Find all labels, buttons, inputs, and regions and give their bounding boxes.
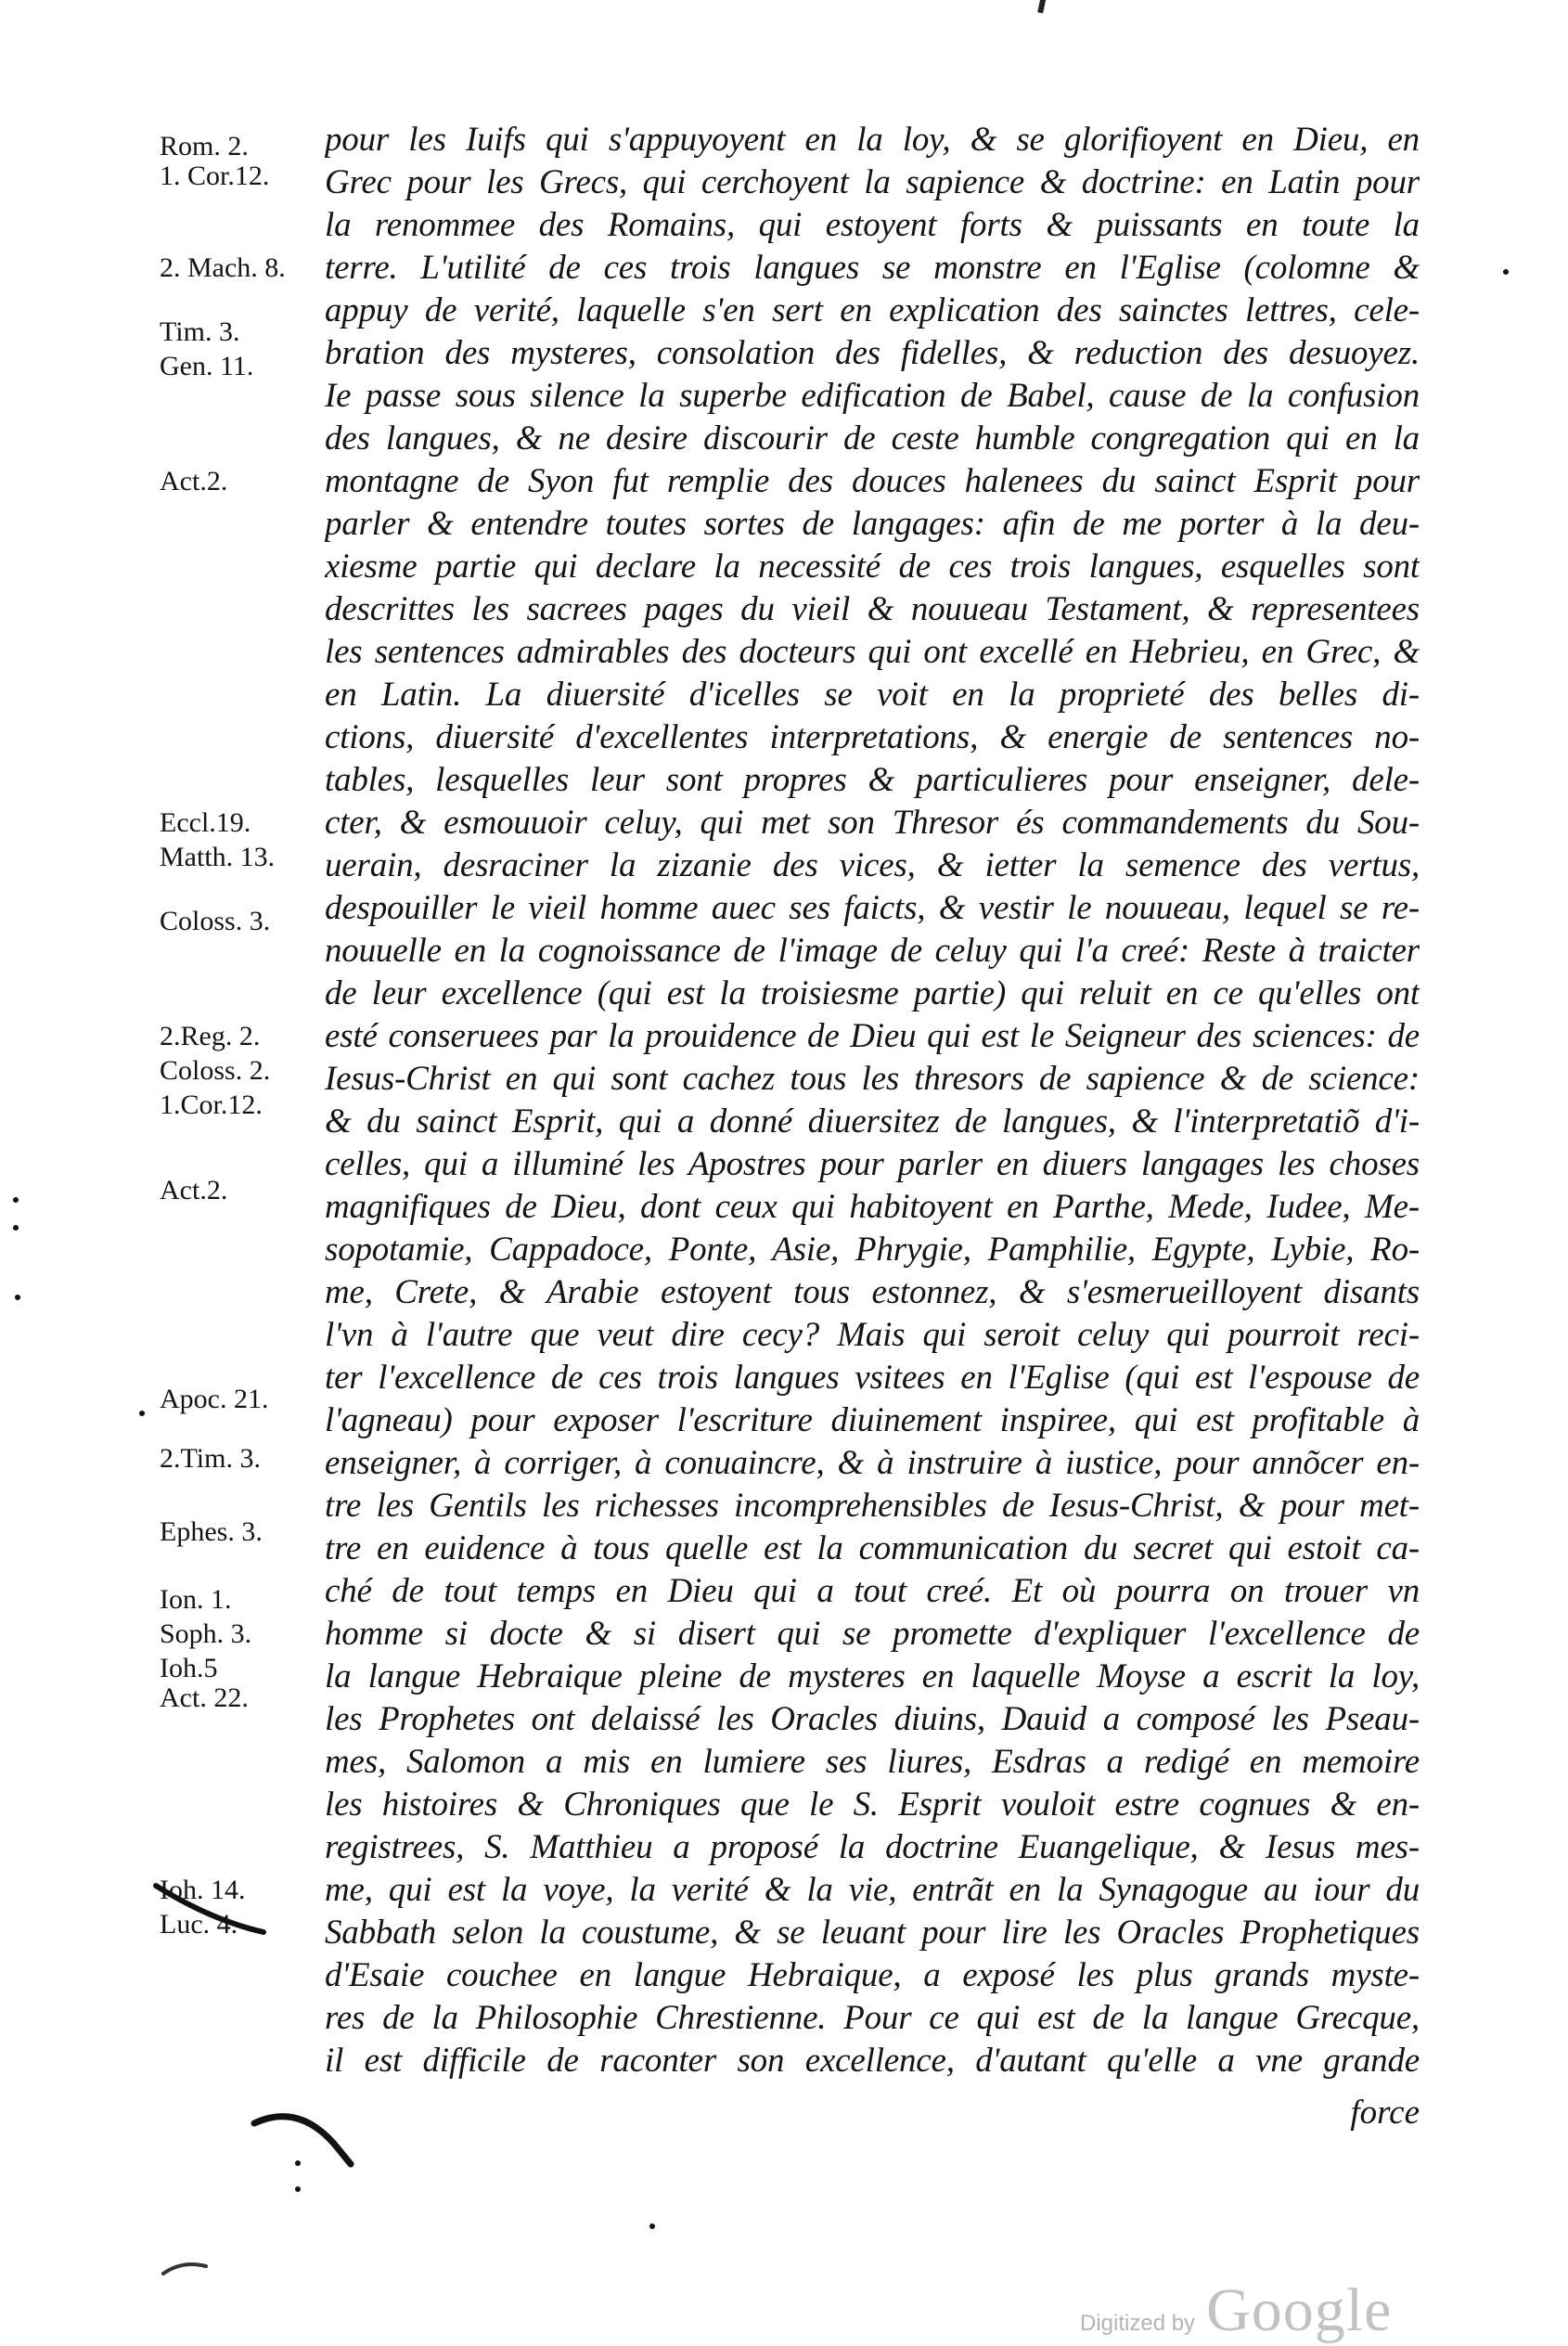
- text-line: enseigner, à corriger, à conuaincre, & à instruire à iustice, pour annõcer en-: [325, 1444, 1420, 1482]
- ink-spot: [1503, 269, 1509, 275]
- text-line: uerain, desraciner la zizanie des vices, & ietter la semence des vertus,: [325, 846, 1420, 884]
- text-line: despouiller le vieil homme auec ses faicts, & vestir le nouueau, lequel se re-: [325, 889, 1420, 927]
- margin-note: 1. Cor.12.: [160, 161, 270, 192]
- text-line: nouuelle en la cognoissance de l'image de celuy qui l'a creé: Reste à traicter: [325, 932, 1420, 970]
- text-line: sopotamie, Cappadoce, Ponte, Asie, Phrygie, Pamphilie, Egypte, Lybie, Ro-: [325, 1231, 1420, 1269]
- text-line: esté conseruees par la prouidence de Dieu qui est le Seigneur des sciences: de: [325, 1017, 1420, 1055]
- text-line: me, qui est la voye, la verité & la vie, entrãt en la Synagogue au iour du: [325, 1871, 1420, 1909]
- margin-note: Tim. 3.: [160, 316, 240, 347]
- text-line: Grec pour les Grecs, qui cerchoyent la sapience & doctrine: en Latin pour: [325, 163, 1420, 201]
- margin-note: Ioh.5: [160, 1652, 218, 1683]
- text-line: terre. L'utilité de ces trois langues se monstre en l'Eglise (colomne &: [325, 249, 1420, 287]
- text-line: appuy de verité, laquelle s'en sert en explication des sainctes lettres, cele-: [325, 291, 1420, 329]
- ink-spot: [13, 1197, 19, 1203]
- margin-note: Rom. 2.: [160, 130, 249, 161]
- text-line: celles, qui a illuminé les Apostres pour parler en diuers langages les choses: [325, 1145, 1420, 1183]
- ink-spot: [295, 2160, 301, 2166]
- text-line: cter, & esmouuoir celuy, qui met son Thresor és commandements du Sou-: [325, 804, 1420, 842]
- ink-spot: [649, 2224, 655, 2229]
- ink-spot: [13, 1225, 19, 1231]
- text-line: des langues, & ne desire discourir de ceste humble congregation qui en la: [325, 419, 1420, 458]
- text-line: en Latin. La diuersité d'icelles se voit en la proprieté des belles di-: [325, 676, 1420, 714]
- text-line: l'vn à l'autre que veut dire cecy? Mais qui seroit celuy qui pourroit reci-: [325, 1316, 1420, 1354]
- margin-note: Act. 22.: [160, 1682, 249, 1713]
- text-line: homme si docte & si disert qui se promette d'expliquer l'excellence de: [325, 1615, 1420, 1653]
- margin-note: 1.Cor.12.: [160, 1089, 263, 1120]
- margin-note: Apoc. 21.: [160, 1384, 269, 1414]
- text-line: Ie passe sous silence la superbe edification de Babel, cause de la confusion: [325, 377, 1420, 415]
- text-line: registrees, S. Matthieu a proposé la doctrine Euangelique, & Iesus mes-: [325, 1828, 1420, 1866]
- ink-spot: [139, 1411, 145, 1416]
- text-line: Iesus-Christ en qui sont cachez tous les thresors de sapience & de science:: [325, 1060, 1420, 1098]
- margin-note: Act.2.: [160, 1174, 228, 1205]
- text-line: tables, lesquelles leur sont propres & particulieres pour enseigner, dele-: [325, 761, 1420, 799]
- text-line: de leur excellence (qui est la troisiesme partie) qui reluit en ce qu'elles ont: [325, 974, 1420, 1012]
- ink-spot: [15, 1295, 20, 1300]
- text-line: ctions, diuersité d'excellentes interpretations, & energie de sentences no-: [325, 718, 1420, 756]
- margin-note: Ion. 1.: [160, 1584, 232, 1616]
- text-line: tre les Gentils les richesses incomprehensibles de Iesus-Christ, & pour met-: [325, 1487, 1420, 1525]
- margin-note: 2. Mach. 8.: [160, 252, 286, 283]
- ink-flourish: [251, 2107, 362, 2172]
- margin-note: 2.Reg. 2.: [160, 1021, 261, 1051]
- text-line: pour les Iuifs qui s'appuyoyent en la loy, & se glorifioyent en Dieu, en: [325, 121, 1420, 159]
- margin-note: Eccl.19.: [160, 807, 251, 838]
- digitized-by-label: Digitized by: [1080, 2311, 1196, 2336]
- text-line: & du sainct Esprit, qui a donné diuersitez de langues, & l'interpretatiõ d'i-: [325, 1102, 1420, 1141]
- margin-note: Luc. 4.: [160, 1908, 238, 1940]
- catchword: force: [1350, 2094, 1420, 2132]
- margin-note: Coloss. 3.: [160, 905, 271, 936]
- google-logo: Google: [1206, 2276, 1393, 2344]
- text-line: descrittes les sacrees pages du vieil & nouueau Testament, & representees: [325, 590, 1420, 628]
- text-line: bration des mysteres, consolation des fidelles, & reduction des desuoyez.: [325, 334, 1420, 372]
- text-line: xiesme partie qui declare la necessité de ces trois langues, esquelles sont: [325, 548, 1420, 586]
- text-line: la renommee des Romains, qui estoyent forts & puissants en toute la: [325, 206, 1420, 244]
- text-line: les histoires & Chroniques que le S. Esprit vouloit estre cognues & en-: [325, 1785, 1420, 1824]
- text-line: montagne de Syon fut remplie des douces halenees du sainct Esprit pour: [325, 462, 1420, 500]
- text-line: parler & entendre toutes sortes de langages: afin de me porter à la deu-: [325, 505, 1420, 543]
- text-line: me, Crete, & Arabie estoyent tous estonnez, & s'esmerueilloyent disants: [325, 1273, 1420, 1311]
- margin-note: Gen. 11.: [160, 350, 254, 381]
- margin-note: Soph. 3.: [160, 1618, 252, 1649]
- text-line: les sentences admirables des docteurs qui ont excellé en Hebrieu, en Grec, &: [325, 633, 1420, 671]
- margin-note: Coloss. 2.: [160, 1054, 271, 1086]
- margin-note: Act.2.: [160, 466, 228, 496]
- margin-note: Ioh. 14.: [160, 1875, 246, 1905]
- top-edge-mark: [1037, 0, 1047, 13]
- ink-spot: [295, 2186, 301, 2192]
- margin-note: 2.Tim. 3.: [160, 1443, 261, 1475]
- text-line: res de la Philosophie Chrestienne. Pour ce qui est de la langue Grecque,: [325, 1999, 1420, 2037]
- text-line: il est difficile de raconter son excellence, d'autant qu'elle a vne grande: [325, 2042, 1420, 2080]
- text-line: mes, Salomon a mis en lumiere ses liures, Esdras a redigé en memoire: [325, 1743, 1420, 1781]
- margin-note: Matth. 13.: [160, 841, 276, 872]
- text-line: tre en euidence à tous quelle est la communication du secret qui estoit ca-: [325, 1529, 1420, 1567]
- text-line: l'agneau) pour exposer l'escriture diuinement inspiree, qui est profitable à: [325, 1401, 1420, 1439]
- margin-note: Ephes. 3.: [160, 1515, 263, 1547]
- text-line: magnifiques de Dieu, dont ceux qui habitoyent en Parthe, Mede, Iudee, Me-: [325, 1188, 1420, 1226]
- text-line: d'Esaie couchee en langue Hebraique, a exposé les plus grands myste-: [325, 1956, 1420, 1994]
- ink-flourish: [158, 2246, 213, 2283]
- text-line: ché de tout temps en Dieu qui a tout creé. Et où pourra on trouer vn: [325, 1572, 1420, 1610]
- digitization-watermark: [1080, 2275, 1392, 2346]
- text-line: ter l'excellence de ces trois langues vsitees en l'Eglise (qui est l'espouse de: [325, 1359, 1420, 1397]
- text-line: la langue Hebraique pleine de mysteres en laquelle Moyse a escrit la loy,: [325, 1657, 1420, 1695]
- text-line: Sabbath selon la coustume, & se leuant pour lire les Oracles Prophetiques: [325, 1914, 1420, 1952]
- ink-flourish: [148, 1876, 278, 1941]
- text-line: les Prophetes ont delaissé les Oracles diuins, Dauid a composé les Pseau-: [325, 1700, 1420, 1738]
